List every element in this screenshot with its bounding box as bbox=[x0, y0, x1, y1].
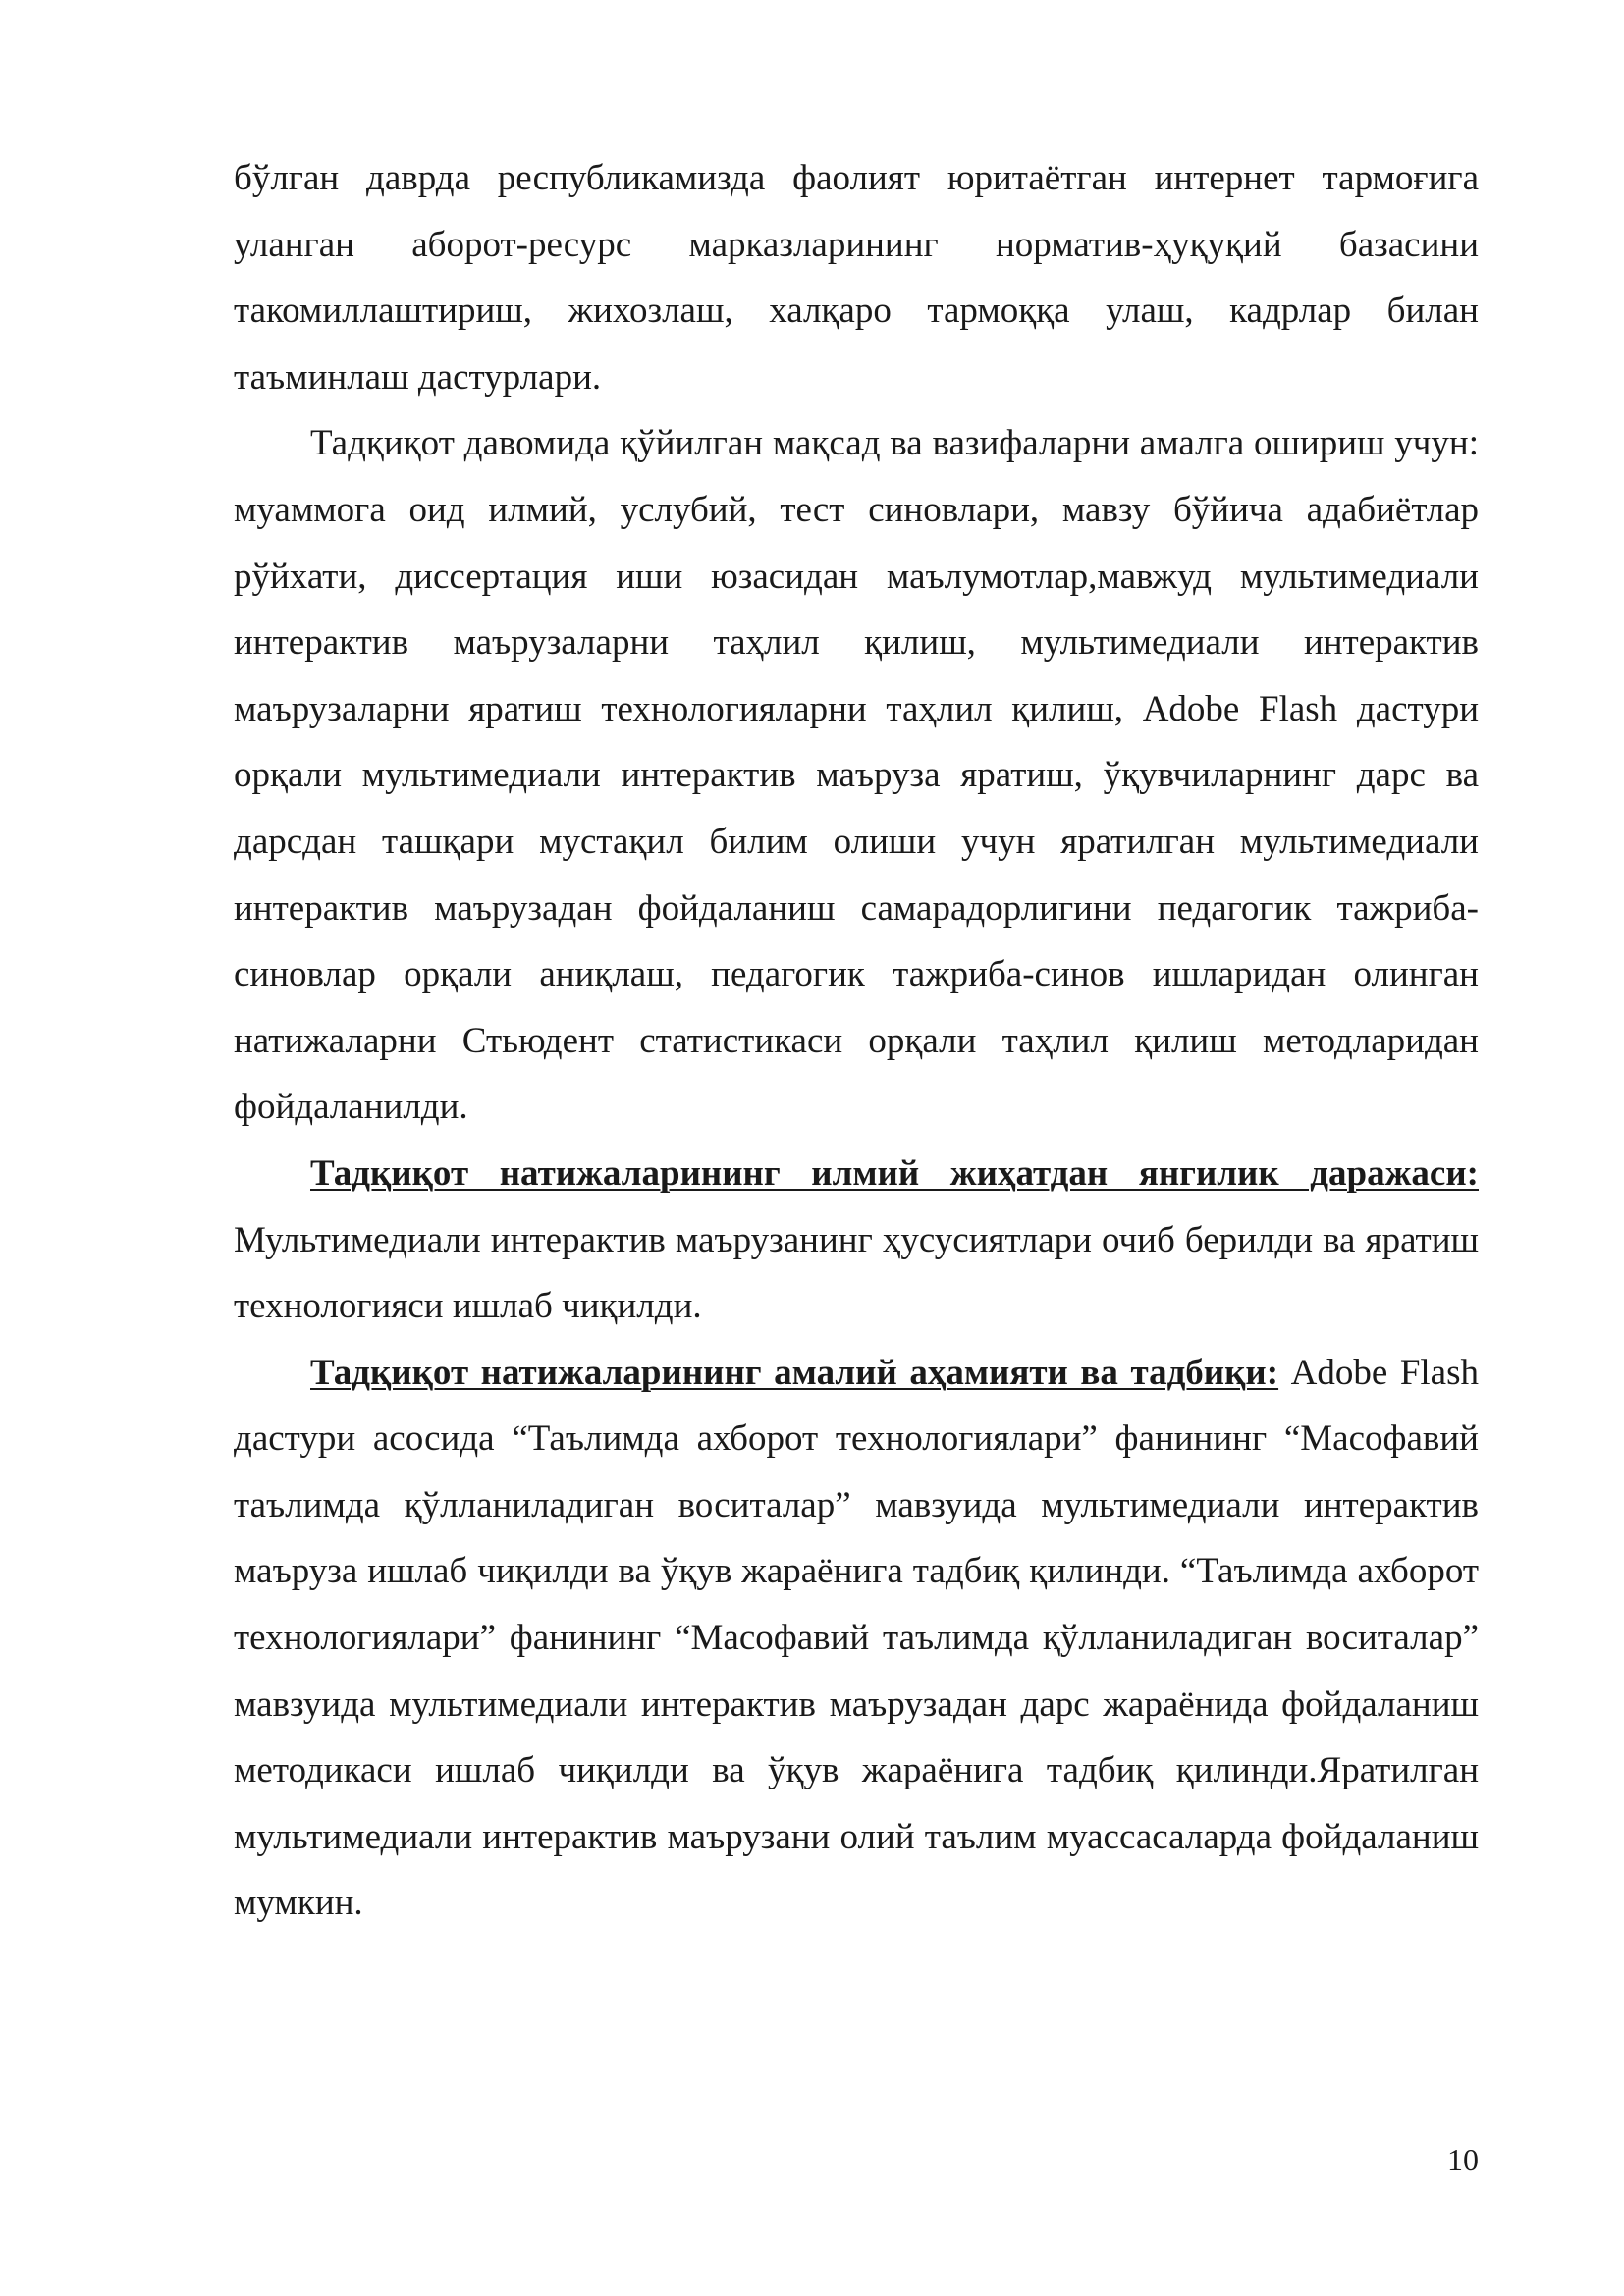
paragraph-scientific-novelty bbox=[234, 1141, 1479, 1340]
paragraph-text: Мультимедиали интерактив маърузанинг ҳусусиятлари очиб берилди ва яратиш технологияси ишлаб чиқилди. bbox=[234, 1219, 1479, 1327]
section-heading-scientific-novelty: Тадқиқот натижаларининг илмий жиҳатдан янгилик даражаси: bbox=[310, 1152, 1479, 1194]
page-number: 10 bbox=[1447, 2142, 1479, 2177]
paragraph-text: Adobe Flash дастури асосида “Таълимда ахборот технологиялари” фанининг “Масофавий таълимда қўлланиладиган воситалар” мавзуида мультимедиали интерактив маъруза ишлаб чиқилди ва ўқув жараёнига тадбиқ қилинди. “Таълимда ахборот технологиялари” фанининг “Масофавий таълимда қўлланиладиган воситалар” мавзуида мультимедиали интерактив маърузадан дарс жараёнида фойдаланиш методикаси ишлаб чиқилди ва ўқув жараёнига тадбиқ қилинди.Яратилган мультимедиали интерактив маърузани олий таълим муассасаларда фойдаланиш мумкин. bbox=[234, 1352, 1479, 1924]
paragraph-text: Тадқиқот давомида қўйилган мақсад ва вазифаларни амалга ошириш учун: муаммога оид илмий, услубий, тест синовлари, мавзу бўйича адабиётлар рўйхати, диссертация иши юзасидан маълумотлар,мавжуд мультимедиали интерактив маърузаларни таҳлил қилиш, мультимедиали интерактив маърузаларни яратиш технологияларни таҳлил қилиш, Adobe Flash дастури орқали мультимедиали интерактив маъруза яратиш, ўқувчиларнинг дарс ва дарсдан ташқари мустақил билим олиши учун яратилган мультимедиали интерактив маърузадан фойдаланиш самарадорлигини педагогик тажриба-синовлар орқали аниқлаш, педагогик тажриба-синов ишларидан олинган натижаларни Стьюдент статистикаси орқали таҳлил қилиш методларидан фойдаланилди. bbox=[234, 423, 1479, 1128]
paragraph-continuation bbox=[234, 145, 1479, 410]
paragraph-practical-significance bbox=[234, 1340, 1479, 1937]
paragraph-research-methods bbox=[234, 410, 1479, 1141]
paragraph-text: бўлган даврда республикамизда фаолият юритаётган интернет тармоғига уланган аборот-ресурс марказларининг норматив-ҳуқуқий базасини такомиллаштириш, жихозлаш, халқаро тармоққа улаш, кадрлар билан таъминлаш дастурлари. bbox=[234, 158, 1479, 398]
document-page bbox=[234, 145, 1479, 1937]
section-heading-practical-significance: Тадқиқот натижаларининг амалий аҳамияти ва тадбиқи: bbox=[310, 1352, 1279, 1393]
